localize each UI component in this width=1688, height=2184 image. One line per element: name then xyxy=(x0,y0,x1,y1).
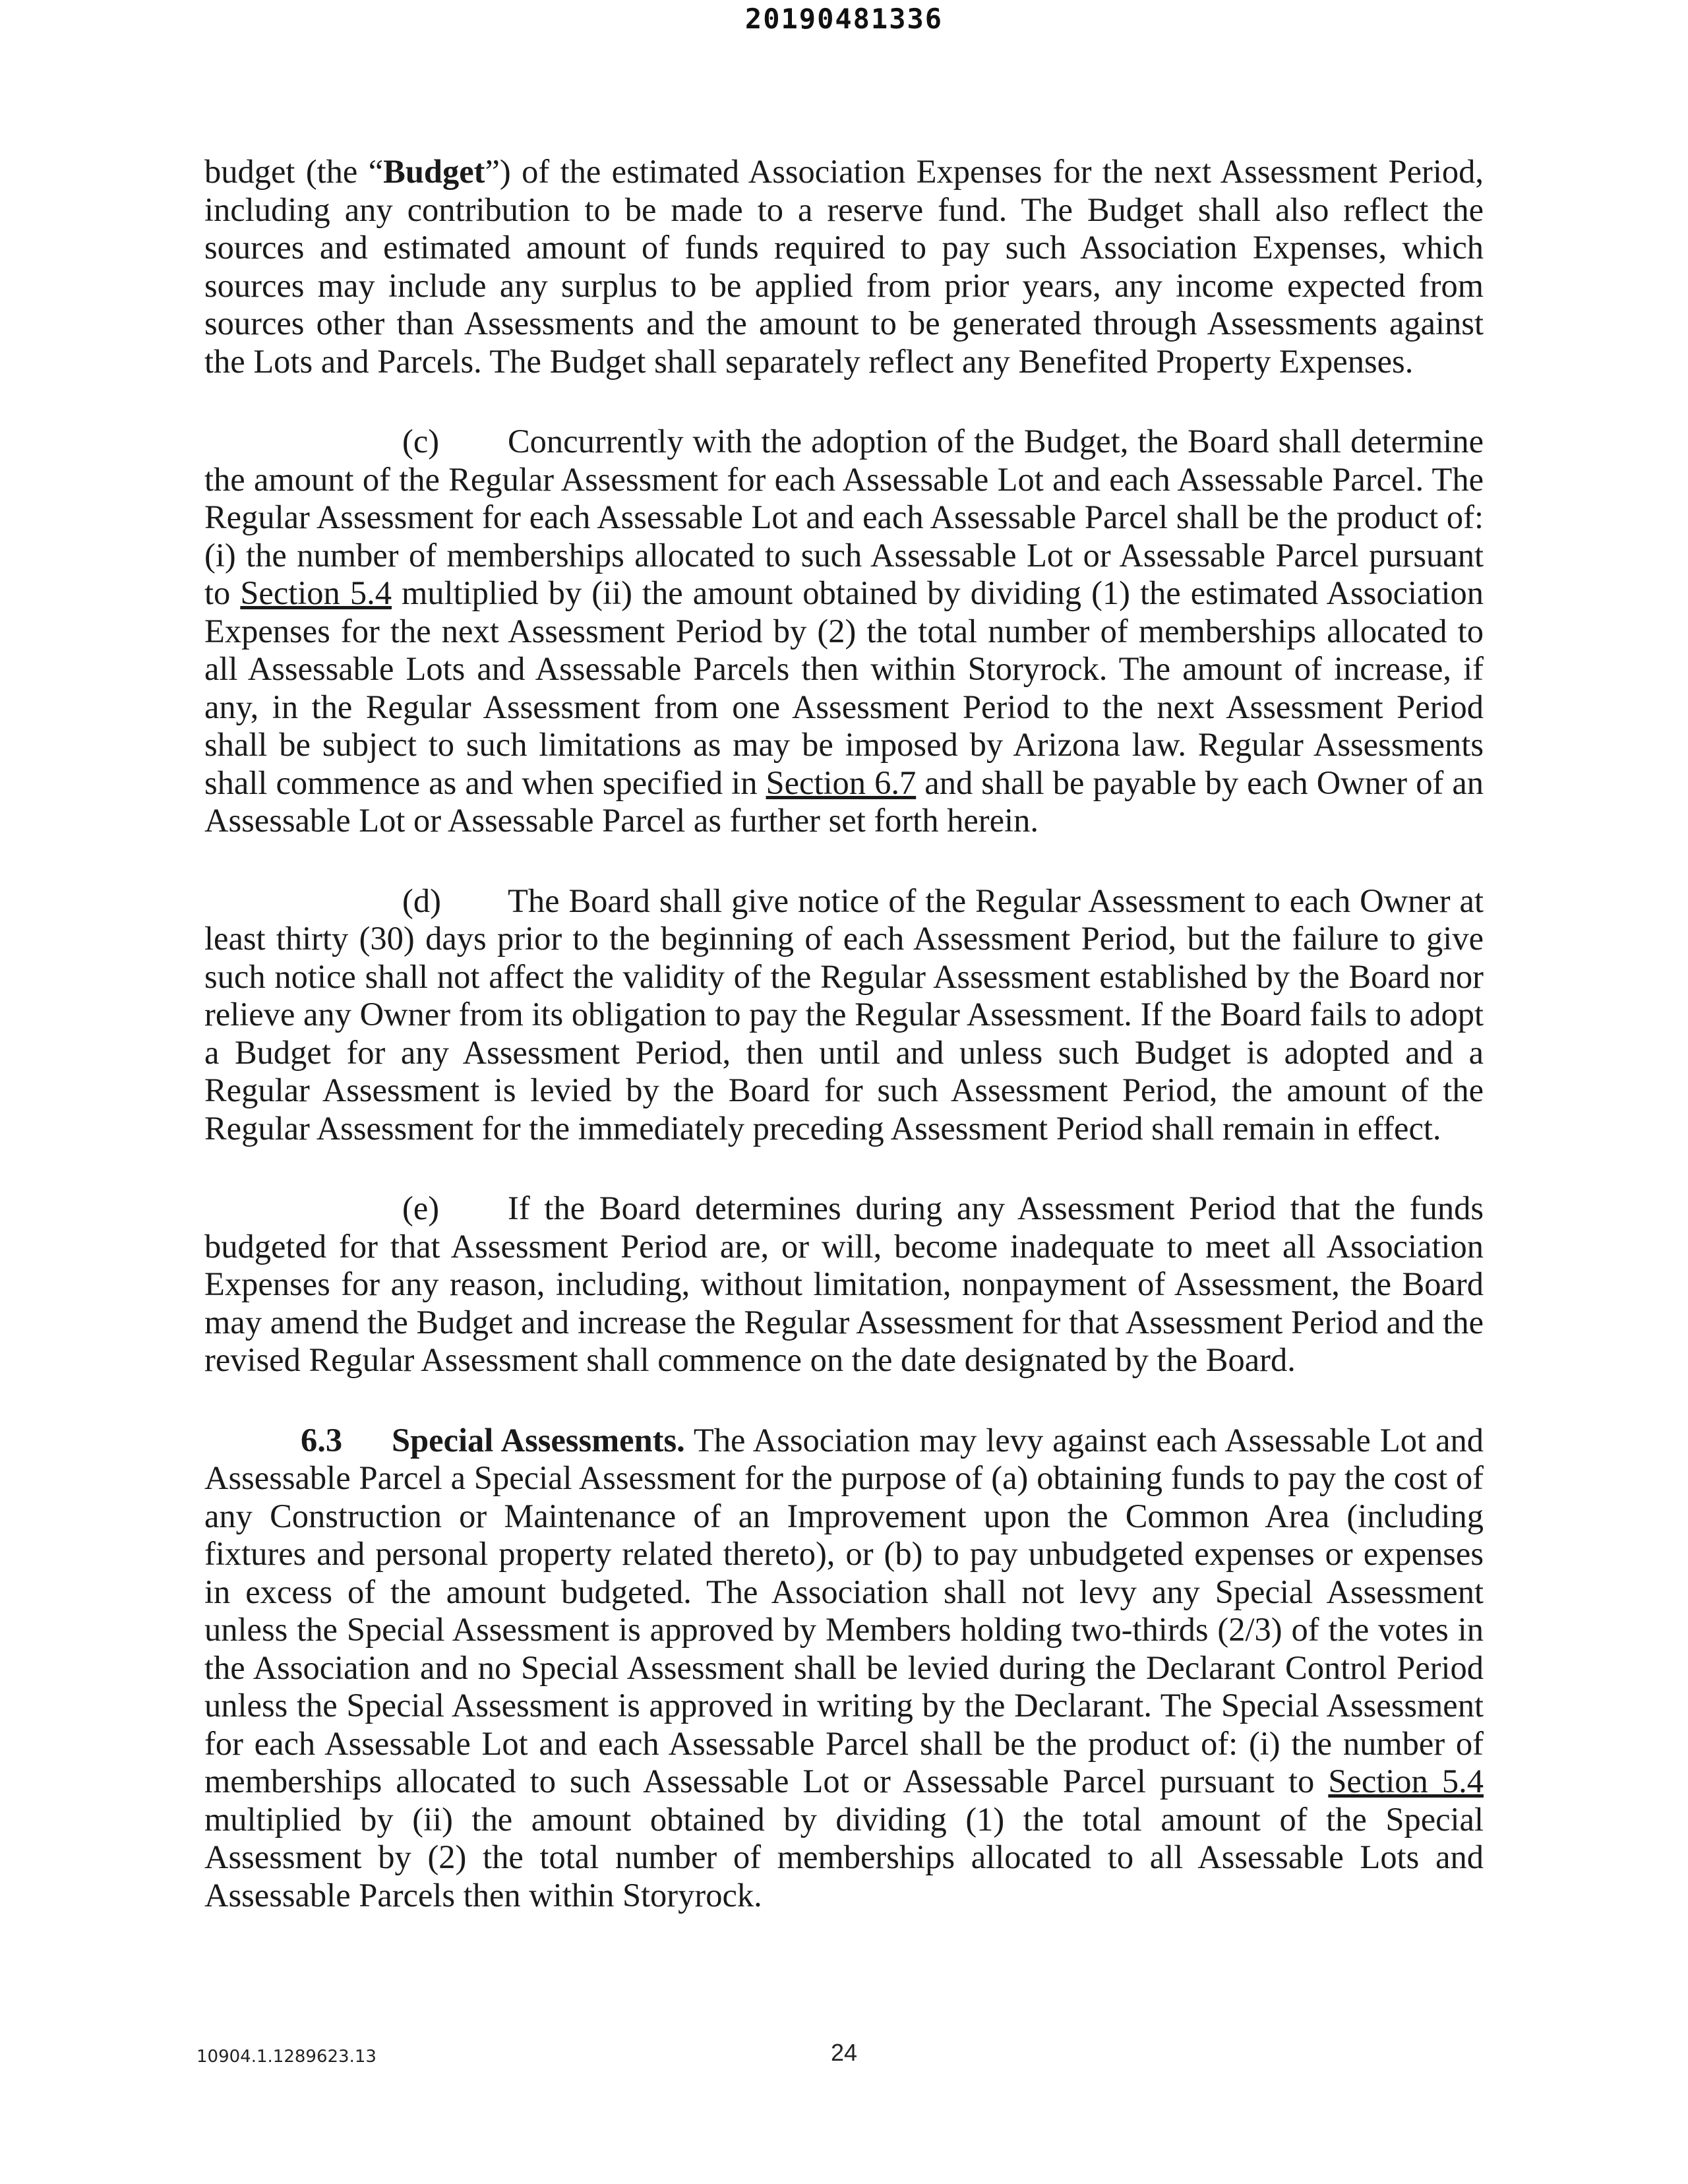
section-reference: Section 5.4 xyxy=(240,574,392,611)
section-number: 6.3 xyxy=(301,1421,343,1459)
paragraph-text: If the Board determines during any Assessment Period that the funds budgeted for that Assessment Period are, or will, become inadequate to meet all Association Expenses for any reason, including, without limitation, nonpayment of Assessment, the Board may amend the Budget and increase the Regular Assessment for that Assessment Period and the revised Regular Assessment shall commence on the date designated by the Board. xyxy=(204,1190,1484,1378)
subsection-label: (c) xyxy=(402,423,440,460)
section-heading: Special Assessments. xyxy=(392,1421,685,1459)
paragraph-text: ”) of the estimated Association Expenses for the next Assessment Period, including any contribution to be made to a reserve fund. The Budget shall also reflect the sources and estimated amount of funds required to pay such Association Expenses, which sources may include any surplus to be applied from prior years, any income expected from sources other than Assessments and the amount to be generated through Assessments against the Lots and Parcels. The Budget shall separately reflect any Benefited Property Expenses. xyxy=(204,153,1484,380)
section-reference: Section 5.4 xyxy=(1328,1763,1484,1800)
paragraph-c xyxy=(204,423,1484,840)
paragraph-text: The Board shall give notice of the Regular Assessment to each Owner at least thirty (30) days prior to the beginning of each Assessment Period, but the failure to give such notice shall not affect the validity of the Regular Assessment established by the Board nor relieve any Owner from its obligation to pay the Regular Assessment. If the Board fails to adopt a Budget for any Assessment Period, then until and unless such Budget is adopted and a Regular Assessment is levied by the Board for such Assessment Period, the amount of the Regular Assessment for the immediately preceding Assessment Period shall remain in effect. xyxy=(204,882,1484,1147)
paragraph-text: multiplied by (ii) the amount obtained by dividing (1) the estimated Association Expenses for the next Assessment Period by (2) the total number of memberships allocated to all Assessable Lots and Assessable Parcels then within Storyrock. The amount of increase, if any, in the Regular Assessment from one Assessment Period to the next Assessment Period shall be subject to such limitations as may be imposed by Arizona law. Regular Assessments shall commence as and when specified in xyxy=(204,574,1484,801)
paragraph-b-continued xyxy=(204,153,1484,380)
section-6-3 xyxy=(204,1422,1484,1915)
document-body xyxy=(204,153,1484,1914)
subsection-label: (e) xyxy=(402,1190,440,1227)
subsection-label: (d) xyxy=(402,882,441,919)
paragraph-e xyxy=(204,1190,1484,1380)
page-number: 24 xyxy=(830,2039,858,2066)
paragraph-text: The Association may levy against each Assessable Lot and Assessable Parcel a Special Assessment for the purpose of (a) obtaining funds to pay the cost of any Construction or Maintenance of an Improvement upon the Common Area (including fixtures and personal property related thereto), or (b) to pay unbudgeted expenses or expenses in excess of the amount budgeted. The Association shall not levy any Special Assessment unless the Special Assessment is approved by Members holding two-thirds (2/3) of the votes in the Association and no Special Assessment shall be levied during the Declarant Control Period unless the Special Assessment is approved in writing by the Declarant. The Special Assessment for each Assessable Lot and each Assessable Parcel shall be the product of: (i) the number of memberships allocated to such Assessable Lot or Assessable Parcel pursuant to xyxy=(204,1421,1484,1800)
defined-term-budget: Budget xyxy=(383,153,485,190)
paragraph-d xyxy=(204,882,1484,1148)
paragraph-text: budget (the “ xyxy=(204,153,384,190)
paragraph-text: Concurrently with the adoption of the Budget, the Board shall determine the amount of the Regular Assessment for each Assessable Lot and each Assessable Parcel. The Regular Assessment for each Assessable Lot and each Assessable Parcel shall be the product of: (i) the number of memberships allocated to such Assessable Lot or Assessable Parcel pursuant to xyxy=(204,423,1484,611)
recording-number: 20190481336 xyxy=(744,3,944,35)
document-id: 10904.1.1289623.13 xyxy=(196,2047,377,2067)
paragraph-text: and shall be payable by each Owner of an Assessable Lot or Assessable Parcel as further set forth herein. xyxy=(204,764,1484,839)
paragraph-text: multiplied by (ii) the amount obtained by dividing (1) the total amount of the Special Assessment by (2) the total number of memberships allocated to all Assessable Lots and Assessable Parcels then within Storyrock. xyxy=(204,1800,1484,1914)
section-reference: Section 6.7 xyxy=(766,764,917,801)
